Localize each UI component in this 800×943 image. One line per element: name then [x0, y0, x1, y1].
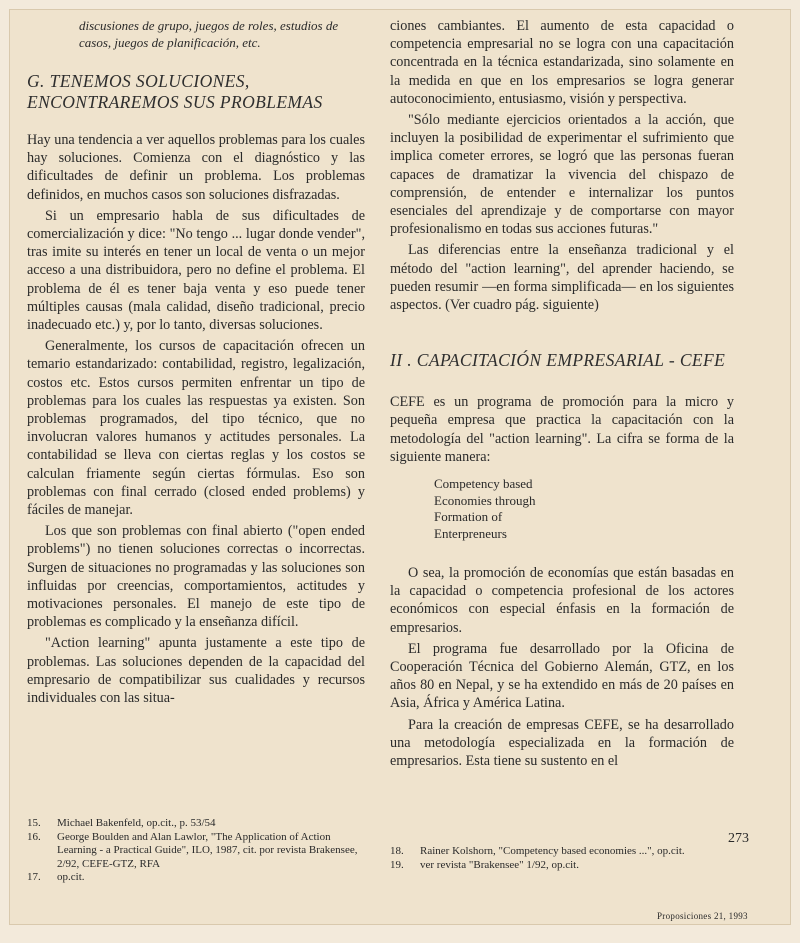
footnote	[27, 831, 365, 872]
paragraph: O sea, la promoción de economías que están basadas en la capacidad o competencia profesional de los actores económicos con especial énfasis en la formación de empresarios.	[390, 565, 734, 636]
acronym-line: Competency based	[434, 476, 533, 492]
footnote-number: 16.	[27, 830, 41, 843]
footnote-number: 18.	[390, 845, 404, 857]
paragraph: Si un empresario habla de sus dificultades de comercialización y dice: "No tengo ... lugar donde vender", tras imite su interés en tener un local de venta o un mejor acceso a una distribuidora, pero no define el problema. El problema de él es tener baja venta y eso puede tener múltiples causas (mala calidad, diseño tradicional, precio inadecuado etc.) y, por lo tanto, diversas soluciones.	[27, 207, 365, 334]
section-ii-heading: II . CAPACITACIÓN EMPRESARIAL - CEFE	[390, 350, 726, 371]
quote-paragraph: "Sólo mediante ejercicios orientados a la acción, que incluyen la posibilidad de experimentar el sufrimiento que implica cometer errores, se logró que las personas fueran capaces de dramatizar la vivencia del chispazo de comprensión, de entender e internalizar los puntos esenciales del aprendizaje y de comportarse con mayor profesionalismo en todas sus acciones futuras."	[390, 112, 734, 238]
footnote-text: Michael Bakenfeld, op.cit., p. 53/54	[57, 817, 216, 829]
footnote	[27, 817, 365, 831]
paragraph: "Action learning" apunta justamente a este tipo de problemas. Las soluciones dependen de la capacidad del empresario de compatibilizar sus cualidades y recursos individuales con las situa-	[27, 635, 365, 707]
document-page	[9, 9, 791, 925]
section-g-heading: G. TENEMOS SOLUCIONES, ENCONTRAREMOS SUS PROBLEMAS	[27, 71, 323, 112]
footnotes-left	[27, 817, 365, 885]
footnote-number: 17.	[27, 871, 41, 883]
cefe-acronym-list	[434, 476, 734, 542]
footnote	[390, 859, 710, 873]
paragraph: Las diferencias entre la enseñanza tradicional y el método del "action learning", del aprender haciendo, se pueden resumir —en forma simplificada— en los siguientes aspectos. (Ver cuadro pág. siguiente)	[390, 242, 734, 314]
footnote-text: George Boulden and Alan Lawlor, "The Application of Action Learning - a Practical Guide", ILO, 1987, cit. por revista Brakensee, 2/92, CEFE-GTZ, RFA	[57, 830, 358, 870]
footnote-text: Rainer Kolshorn, "Competency based economies ...", op.cit.	[420, 845, 685, 857]
right-column	[390, 17, 734, 773]
footnote-number: 19.	[390, 858, 404, 871]
acronym-line: Economies through	[434, 492, 536, 508]
footnote-text: op.cit.	[57, 871, 85, 883]
running-footer: Proposiciones 21, 1993	[657, 911, 748, 921]
footnote	[27, 871, 365, 885]
paragraph: ciones cambiantes. El aumento de esta capacidad o competencia empresarial no se logra con una capacitación concentrada en la técnica estandarizada, sino solamente en la medida en que en los empresarios se logra generar autoconocimiento, entusiasmo, visión y perspectiva.	[390, 18, 734, 107]
paragraph: CEFE es un programa de promoción para la micro y pequeña empresa que practica la capacitación con la metodología del "action learning". La cifra se forma de la siguiente manera:	[390, 394, 734, 465]
acronym-line: Enterpreneurs	[434, 525, 507, 541]
acronym-line: Formation of	[434, 509, 503, 525]
paragraph: El programa fue desarrollado por la Oficina de Cooperación Técnica del Gobierno Alemán, GTZ, en los años 80 en Nepal, y se ha extendido en más de 20 países en Asia, África y América Latina.	[390, 640, 734, 712]
continued-text: discusiones de grupo, juegos de roles, estudios de casos, juegos de planificación, etc.	[79, 18, 339, 50]
footnote-number: 15.	[27, 817, 41, 829]
footnote	[390, 845, 710, 859]
footnote-text: ver revista "Brakensee" 1/92, op.cit.	[420, 858, 579, 871]
paragraph: Hay una tendencia a ver aquellos problemas para los cuales hay soluciones. Comienza con el diagnóstico y las dificultades de definir un problema. Los problemas definidos, en muchos casos son soluciones disfrazadas.	[27, 132, 365, 203]
paragraph: Para la creación de empresas CEFE, se ha desarrollado una metodología especializada en la formación de empresarios. Esta tiene su sustento en el	[390, 716, 734, 770]
footnotes-right	[390, 845, 710, 872]
page-number: 273	[728, 831, 749, 846]
paragraph: Los que son problemas con final abierto ("open ended problems") no tienen soluciones correctas o incorrectas. Surgen de situaciones no programadas y las soluciones son influidas por creencias, comportamientos, actitudes y motivaciones personales. El manejo de este tipo de problemas es complicado y la enseñanza difícil.	[27, 523, 365, 631]
left-column	[27, 17, 365, 710]
paragraph: Generalmente, los cursos de capacitación ofrecen un temario estandarizado: contabilidad, registro, legalización, costos etc. Estos cursos permiten enfrentar un tipo de problemas para los cuales las respuestas ya existen. Son problemas programados, del tipo técnico, que no involucran valores humanos y actitudes personales. La contabilidad se lleva con ciertas reglas y los costos se calculan friamente según ciertas fórmulas. Eso son problemas con final cerrado (closed ended problems) y fáciles de manejar.	[27, 338, 365, 519]
